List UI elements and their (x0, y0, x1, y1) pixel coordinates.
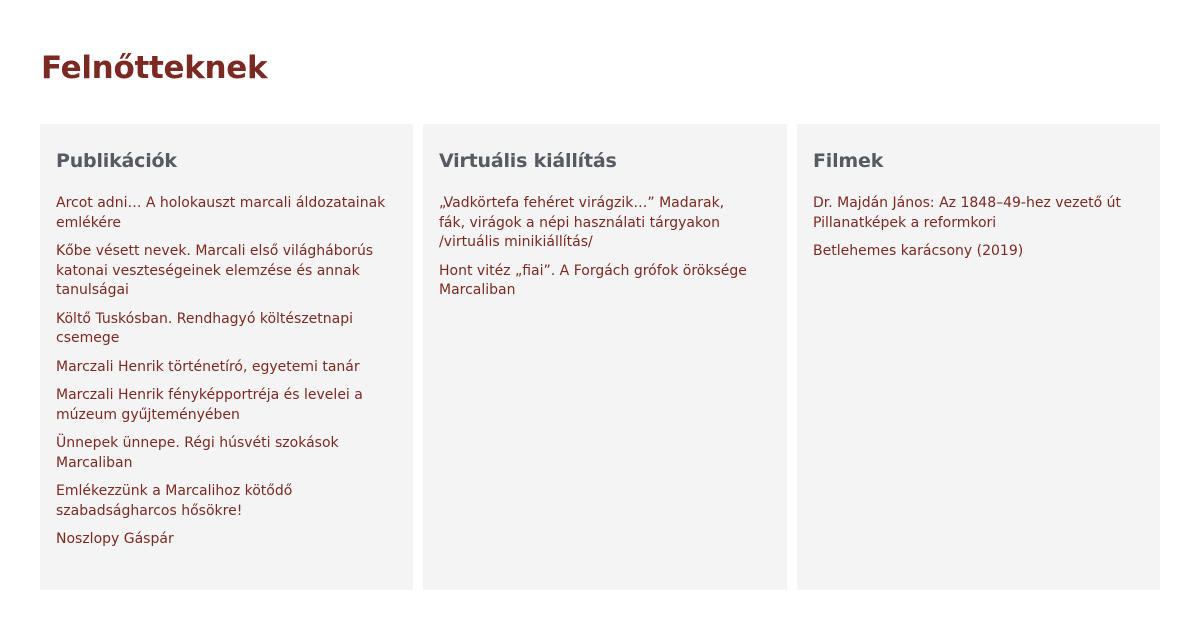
exhibition-link[interactable]: „Vadkörtefa fehéret virágzik…” Madarak, fák, virágok a népi használati tárgyakon /virtuális minikiállítás/ (439, 195, 725, 250)
list-item (56, 530, 397, 550)
publication-link[interactable]: Költő Tuskósban. Rendhagyó költészetnapi csemege (56, 310, 353, 346)
page-title: Felnőtteknek (41, 50, 268, 86)
list-item (439, 262, 771, 301)
film-link[interactable]: Dr. Majdán János: Az 1848–49-hez vezető út Pillanatképek a reformkori (813, 195, 1121, 231)
publication-link[interactable]: Kőbe vésett nevek. Marcali első világháborús katonai veszteségeinek elemzése és annak tanulságai (56, 243, 374, 298)
publications-heading: Publikációk (56, 150, 177, 172)
list-item (439, 194, 771, 253)
list-item (56, 194, 397, 233)
film-link[interactable]: Betlehemes karácsony (2019) (813, 243, 1024, 259)
virtual-exhibition-list (439, 194, 771, 301)
publications-list (56, 194, 397, 550)
list-item (56, 482, 397, 521)
list-item (56, 242, 397, 301)
publication-link[interactable]: Marczali Henrik történetíró, egyetemi tanár (56, 358, 360, 375)
publication-link[interactable]: Noszlopy Gáspár (56, 531, 174, 547)
publications-card (40, 124, 413, 590)
list-item (56, 386, 397, 425)
virtual-exhibition-heading: Virtuális kiállítás (439, 150, 617, 172)
list-item (56, 358, 397, 378)
publication-link[interactable]: Arcot adni… A holokauszt marcali áldozatainak emlékére (56, 195, 386, 231)
list-item (813, 242, 1144, 262)
virtual-exhibition-card (423, 124, 787, 590)
list-item (813, 194, 1144, 233)
exhibition-link[interactable]: Hont vitéz „fiai”. A Forgách grófok öröksége Marcaliban (439, 262, 747, 298)
list-item (56, 434, 397, 473)
films-card (797, 124, 1160, 590)
list-item (56, 310, 397, 349)
films-list (813, 194, 1144, 262)
publication-link[interactable]: Marczali Henrik fényképportréja és levelei a múzeum gyűjteményében (56, 387, 363, 423)
publication-link[interactable]: Emlékezzünk a Marcalihoz kötődő szabadságharcos hősökre! (56, 483, 293, 519)
films-heading: Filmek (813, 150, 884, 172)
publication-link[interactable]: Ünnepek ünnepe. Régi húsvéti szokások Marcaliban (56, 435, 339, 471)
category-columns (40, 124, 1160, 590)
